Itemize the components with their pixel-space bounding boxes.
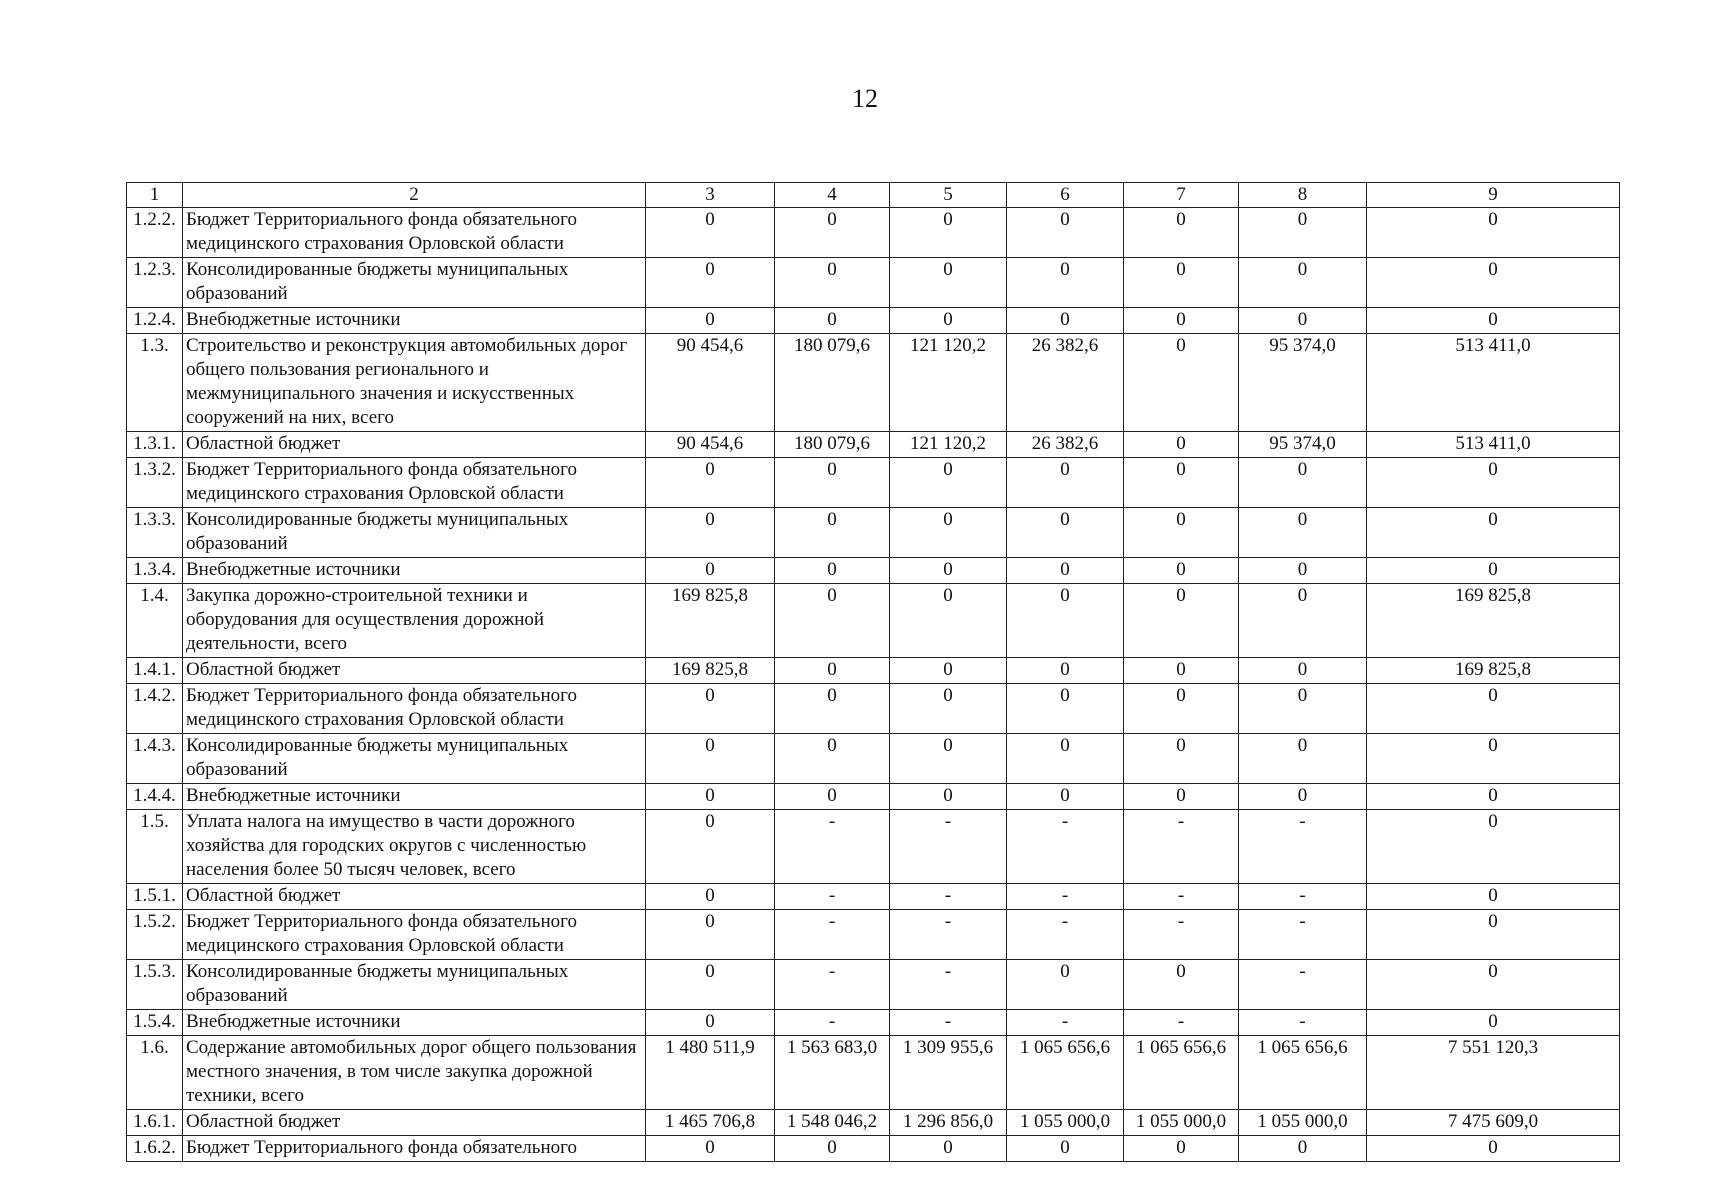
row-number-cell: 1.5.	[127, 810, 183, 884]
row-number-cell: 1.4.3.	[127, 734, 183, 784]
value-cell: 0	[1239, 734, 1367, 784]
value-cell: 1 065 656,6	[1124, 1036, 1239, 1110]
value-cell: 1 465 706,8	[646, 1110, 775, 1136]
value-cell: 0	[1007, 208, 1124, 258]
row-description-cell: Бюджет Территориального фонда обязательного медицинского страхования Орловской области	[183, 208, 646, 258]
value-cell: 0	[646, 684, 775, 734]
header-cell: 8	[1239, 183, 1367, 208]
row-description-cell: Внебюджетные источники	[183, 558, 646, 584]
value-cell: -	[775, 910, 890, 960]
value-cell: 0	[890, 584, 1007, 658]
table-row	[127, 1110, 1620, 1136]
table-row	[127, 508, 1620, 558]
row-number-cell: 1.2.4.	[127, 308, 183, 334]
value-cell: -	[1239, 810, 1367, 884]
row-description-cell: Внебюджетные источники	[183, 308, 646, 334]
table-row	[127, 432, 1620, 458]
value-cell: 0	[1007, 558, 1124, 584]
table-row	[127, 334, 1620, 432]
row-number-cell: 1.3.3.	[127, 508, 183, 558]
value-cell: 0	[890, 308, 1007, 334]
value-cell: 0	[1239, 308, 1367, 334]
value-cell: 0	[1367, 784, 1620, 810]
value-cell: 1 563 683,0	[775, 1036, 890, 1110]
table-row	[127, 784, 1620, 810]
value-cell: 7 551 120,3	[1367, 1036, 1620, 1110]
value-cell: 0	[775, 458, 890, 508]
value-cell: -	[1007, 884, 1124, 910]
value-cell: 0	[1367, 208, 1620, 258]
value-cell: 0	[1124, 684, 1239, 734]
value-cell: 0	[1007, 684, 1124, 734]
value-cell: 0	[1124, 734, 1239, 784]
row-description-cell: Внебюджетные источники	[183, 784, 646, 810]
value-cell: 95 374,0	[1239, 334, 1367, 432]
value-cell: 0	[1124, 258, 1239, 308]
value-cell: 1 548 046,2	[775, 1110, 890, 1136]
header-cell: 5	[890, 183, 1007, 208]
value-cell: -	[775, 884, 890, 910]
value-cell: 0	[646, 558, 775, 584]
value-cell: 0	[1367, 910, 1620, 960]
value-cell: 0	[1124, 1136, 1239, 1162]
value-cell: 0	[1124, 784, 1239, 810]
value-cell: 0	[1367, 1010, 1620, 1036]
value-cell: 0	[775, 258, 890, 308]
row-number-cell: 1.2.2.	[127, 208, 183, 258]
row-number-cell: 1.3.4.	[127, 558, 183, 584]
page-number: 12	[852, 84, 878, 113]
header-cell: 3	[646, 183, 775, 208]
value-cell: 7 475 609,0	[1367, 1110, 1620, 1136]
value-cell: -	[890, 1010, 1007, 1036]
table-row	[127, 584, 1620, 658]
value-cell: 0	[1239, 658, 1367, 684]
table-row	[127, 810, 1620, 884]
value-cell: 1 055 000,0	[1007, 1110, 1124, 1136]
value-cell: 513 411,0	[1367, 432, 1620, 458]
value-cell: 0	[890, 684, 1007, 734]
row-description-cell: Консолидированные бюджеты муниципальных образований	[183, 734, 646, 784]
row-description-cell: Областной бюджет	[183, 1110, 646, 1136]
value-cell: -	[890, 810, 1007, 884]
value-cell: 90 454,6	[646, 432, 775, 458]
value-cell: 0	[1124, 960, 1239, 1010]
value-cell: -	[1239, 884, 1367, 910]
value-cell: 26 382,6	[1007, 432, 1124, 458]
value-cell: -	[890, 960, 1007, 1010]
row-number-cell: 1.5.1.	[127, 884, 183, 910]
value-cell: 0	[1007, 458, 1124, 508]
table-row	[127, 558, 1620, 584]
value-cell: 0	[1007, 658, 1124, 684]
value-cell: 169 825,8	[646, 584, 775, 658]
row-number-cell: 1.6.2.	[127, 1136, 183, 1162]
value-cell: 0	[646, 508, 775, 558]
row-number-cell: 1.6.	[127, 1036, 183, 1110]
value-cell: 0	[1007, 1136, 1124, 1162]
value-cell: 0	[1124, 584, 1239, 658]
value-cell: 180 079,6	[775, 432, 890, 458]
value-cell: 0	[890, 558, 1007, 584]
value-cell: 0	[1367, 458, 1620, 508]
value-cell: 1 065 656,6	[1239, 1036, 1367, 1110]
value-cell: 95 374,0	[1239, 432, 1367, 458]
value-cell: 0	[775, 308, 890, 334]
value-cell: 0	[1367, 1136, 1620, 1162]
value-cell: 0	[1007, 784, 1124, 810]
value-cell: -	[775, 810, 890, 884]
value-cell: 0	[646, 1136, 775, 1162]
value-cell: 0	[1007, 308, 1124, 334]
row-description-cell: Содержание автомобильных дорог общего пользования местного значения, в том числе закупка дорожной техники, всего	[183, 1036, 646, 1110]
row-description-cell: Консолидированные бюджеты муниципальных образований	[183, 508, 646, 558]
table-row	[127, 1036, 1620, 1110]
header-cell: 6	[1007, 183, 1124, 208]
value-cell: 0	[890, 458, 1007, 508]
value-cell: 0	[775, 508, 890, 558]
value-cell: 0	[1124, 558, 1239, 584]
value-cell: 0	[646, 458, 775, 508]
value-cell: 0	[1239, 784, 1367, 810]
value-cell: -	[1239, 910, 1367, 960]
table-row	[127, 884, 1620, 910]
table-row	[127, 458, 1620, 508]
table-row	[127, 960, 1620, 1010]
row-number-cell: 1.3.1.	[127, 432, 183, 458]
value-cell: 0	[1239, 584, 1367, 658]
row-number-cell: 1.4.4.	[127, 784, 183, 810]
value-cell: 0	[646, 1010, 775, 1036]
value-cell: 0	[775, 1136, 890, 1162]
value-cell: 0	[1007, 258, 1124, 308]
value-cell: 0	[890, 734, 1007, 784]
value-cell: 169 825,8	[1367, 658, 1620, 684]
value-cell: -	[775, 1010, 890, 1036]
value-cell: 1 065 656,6	[1007, 1036, 1124, 1110]
value-cell: 0	[890, 208, 1007, 258]
value-cell: 0	[1367, 960, 1620, 1010]
value-cell: 0	[1007, 960, 1124, 1010]
table-row	[127, 308, 1620, 334]
row-description-cell: Областной бюджет	[183, 432, 646, 458]
value-cell: -	[1239, 960, 1367, 1010]
value-cell: 121 120,2	[890, 334, 1007, 432]
value-cell: 0	[890, 658, 1007, 684]
row-number-cell: 1.3.	[127, 334, 183, 432]
value-cell: -	[1007, 810, 1124, 884]
row-number-cell: 1.4.1.	[127, 658, 183, 684]
value-cell: 0	[1239, 258, 1367, 308]
row-number-cell: 1.2.3.	[127, 258, 183, 308]
row-number-cell: 1.3.2.	[127, 458, 183, 508]
value-cell: 1 055 000,0	[1124, 1110, 1239, 1136]
value-cell: -	[890, 910, 1007, 960]
row-description-cell: Бюджет Территориального фонда обязательного медицинского страхования Орловской области	[183, 910, 646, 960]
value-cell: 0	[1007, 734, 1124, 784]
value-cell: 0	[1239, 208, 1367, 258]
row-number-cell: 1.4.	[127, 584, 183, 658]
value-cell: 0	[1124, 308, 1239, 334]
value-cell: 0	[646, 960, 775, 1010]
value-cell: 0	[646, 784, 775, 810]
value-cell: -	[1124, 810, 1239, 884]
value-cell: 0	[1007, 508, 1124, 558]
table-row	[127, 208, 1620, 258]
value-cell: 26 382,6	[1007, 334, 1124, 432]
value-cell: 90 454,6	[646, 334, 775, 432]
table-row	[127, 258, 1620, 308]
row-description-cell: Бюджет Территориального фонда обязательного медицинского страхования Орловской области	[183, 458, 646, 508]
row-description-cell: Строительство и реконструкция автомобильных дорог общего пользования регионального и межмуниципального значения и искусственных сооружений на них, всего	[183, 334, 646, 432]
value-cell: 0	[775, 658, 890, 684]
header-cell: 1	[127, 183, 183, 208]
value-cell: 0	[775, 584, 890, 658]
value-cell: -	[1124, 884, 1239, 910]
value-cell: -	[1007, 1010, 1124, 1036]
value-cell: 0	[1367, 558, 1620, 584]
row-description-cell: Областной бюджет	[183, 884, 646, 910]
value-cell: 0	[646, 910, 775, 960]
header-cell: 9	[1367, 183, 1620, 208]
value-cell: -	[1239, 1010, 1367, 1036]
value-cell: 0	[1239, 558, 1367, 584]
value-cell: 121 120,2	[890, 432, 1007, 458]
row-number-cell: 1.5.2.	[127, 910, 183, 960]
value-cell: 0	[646, 810, 775, 884]
row-number-cell: 1.5.4.	[127, 1010, 183, 1036]
row-description-cell: Бюджет Территориального фонда обязательного медицинского страхования Орловской области	[183, 684, 646, 734]
value-cell: 1 309 955,6	[890, 1036, 1007, 1110]
header-cell: 2	[183, 183, 646, 208]
value-cell: 169 825,8	[646, 658, 775, 684]
row-number-cell: 1.4.2.	[127, 684, 183, 734]
value-cell: 0	[890, 1136, 1007, 1162]
value-cell: 0	[1239, 684, 1367, 734]
row-description-cell: Закупка дорожно-строительной техники и оборудования для осуществления дорожной деятельности, всего	[183, 584, 646, 658]
value-cell: 0	[1367, 308, 1620, 334]
value-cell: 0	[646, 258, 775, 308]
value-cell: 0	[1124, 432, 1239, 458]
value-cell: 513 411,0	[1367, 334, 1620, 432]
row-number-cell: 1.5.3.	[127, 960, 183, 1010]
value-cell: 0	[1007, 584, 1124, 658]
value-cell: 0	[646, 734, 775, 784]
value-cell: 0	[1367, 684, 1620, 734]
value-cell: 0	[775, 558, 890, 584]
value-cell: 0	[1367, 734, 1620, 784]
value-cell: 0	[1367, 258, 1620, 308]
value-cell: 0	[1367, 884, 1620, 910]
value-cell: 0	[1367, 810, 1620, 884]
value-cell: 0	[1124, 334, 1239, 432]
value-cell: 0	[890, 508, 1007, 558]
table-row	[127, 734, 1620, 784]
value-cell: 0	[646, 208, 775, 258]
value-cell: 0	[1124, 208, 1239, 258]
row-description-cell: Бюджет Территориального фонда обязательного	[183, 1136, 646, 1162]
value-cell: -	[775, 960, 890, 1010]
row-description-cell: Консолидированные бюджеты муниципальных образований	[183, 960, 646, 1010]
value-cell: -	[1124, 1010, 1239, 1036]
budget-table	[126, 182, 1620, 1162]
row-description-cell: Внебюджетные источники	[183, 1010, 646, 1036]
value-cell: 0	[1124, 508, 1239, 558]
table-row	[127, 1010, 1620, 1036]
row-number-cell: 1.6.1.	[127, 1110, 183, 1136]
value-cell: 1 480 511,9	[646, 1036, 775, 1110]
value-cell: 0	[775, 784, 890, 810]
value-cell: 0	[1124, 458, 1239, 508]
header-cell: 4	[775, 183, 890, 208]
row-description-cell: Уплата налога на имущество в части дорожного хозяйства для городских округов с численностью населения более 50 тысяч человек, всего	[183, 810, 646, 884]
value-cell: 0	[646, 884, 775, 910]
table-row	[127, 684, 1620, 734]
table-row	[127, 1136, 1620, 1162]
value-cell: 169 825,8	[1367, 584, 1620, 658]
value-cell: 0	[775, 208, 890, 258]
value-cell: 0	[1124, 658, 1239, 684]
table-header-row	[127, 183, 1620, 208]
value-cell: 0	[890, 784, 1007, 810]
value-cell: 0	[775, 684, 890, 734]
header-cell: 7	[1124, 183, 1239, 208]
value-cell: 0	[1239, 458, 1367, 508]
value-cell: 0	[1239, 1136, 1367, 1162]
value-cell: 0	[646, 308, 775, 334]
value-cell: 180 079,6	[775, 334, 890, 432]
value-cell: 0	[890, 258, 1007, 308]
value-cell: 0	[775, 734, 890, 784]
table-row	[127, 658, 1620, 684]
row-description-cell: Консолидированные бюджеты муниципальных образований	[183, 258, 646, 308]
value-cell: 1 296 856,0	[890, 1110, 1007, 1136]
table-row	[127, 910, 1620, 960]
value-cell: -	[890, 884, 1007, 910]
value-cell: -	[1007, 910, 1124, 960]
value-cell: -	[1124, 910, 1239, 960]
value-cell: 0	[1239, 508, 1367, 558]
value-cell: 1 055 000,0	[1239, 1110, 1367, 1136]
value-cell: 0	[1367, 508, 1620, 558]
row-description-cell: Областной бюджет	[183, 658, 646, 684]
